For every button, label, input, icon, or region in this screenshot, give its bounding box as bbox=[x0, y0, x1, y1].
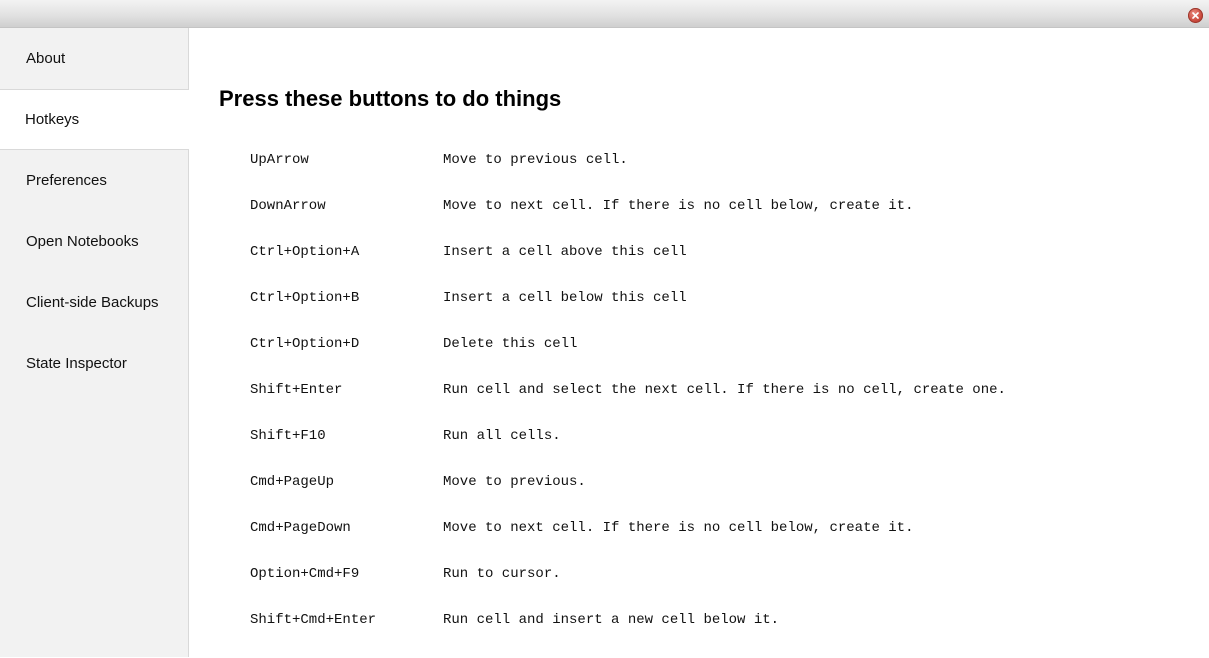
sidebar-item-preferences[interactable] bbox=[0, 150, 188, 211]
sidebar-item-state-inspector[interactable] bbox=[0, 333, 188, 394]
sidebar-item-label: Preferences bbox=[26, 172, 107, 189]
hotkey-description: Move to next cell. If there is no cell below, create it. bbox=[443, 198, 914, 214]
sidebar bbox=[0, 28, 189, 657]
hotkey-key: Ctrl+Option+B bbox=[250, 290, 360, 306]
close-icon bbox=[1192, 12, 1199, 19]
hotkey-description: Insert a cell above this cell bbox=[443, 244, 687, 260]
hotkey-description: Move to previous cell. bbox=[443, 152, 628, 168]
hotkey-row bbox=[250, 244, 1006, 290]
hotkey-description: Delete this cell bbox=[443, 336, 578, 352]
hotkey-description: Run to cursor. bbox=[443, 566, 561, 582]
hotkey-row bbox=[250, 382, 1006, 428]
hotkey-description: Move to previous. bbox=[443, 474, 586, 490]
hotkey-description: Insert a cell below this cell bbox=[443, 290, 687, 306]
sidebar-item-about[interactable] bbox=[0, 28, 188, 89]
hotkey-description: Run cell and select the next cell. If there is no cell, create one. bbox=[443, 382, 1006, 398]
hotkey-row bbox=[250, 290, 1006, 336]
hotkey-key: Ctrl+Option+D bbox=[250, 336, 360, 352]
page-title: Press these buttons to do things bbox=[219, 86, 562, 111]
hotkey-key: Cmd+PageUp bbox=[250, 474, 335, 490]
hotkey-row bbox=[250, 428, 1006, 474]
hotkey-key: DownArrow bbox=[250, 198, 326, 214]
sidebar-item-label: Hotkeys bbox=[25, 111, 80, 128]
hotkey-key: Cmd+PageDown bbox=[250, 520, 351, 536]
hotkey-description: Run cell and insert a new cell below it. bbox=[443, 612, 780, 628]
sidebar-item-label: About bbox=[26, 50, 66, 67]
hotkey-description: Move to next cell. If there is no cell below, create it. bbox=[443, 520, 914, 536]
sidebar-item-label: Client-side Backups bbox=[26, 294, 159, 311]
hotkey-row bbox=[250, 520, 1006, 566]
sidebar-item-client-side-backups[interactable] bbox=[0, 272, 188, 333]
main-panel bbox=[189, 28, 1209, 657]
hotkey-row bbox=[250, 474, 1006, 520]
hotkey-key: Shift+Enter bbox=[250, 382, 343, 398]
hotkey-list bbox=[250, 152, 1006, 658]
hotkey-key: Ctrl+Option+A bbox=[250, 244, 360, 260]
hotkey-row bbox=[250, 612, 1006, 658]
hotkey-row bbox=[250, 566, 1006, 612]
hotkey-key: UpArrow bbox=[250, 152, 309, 168]
hotkey-row bbox=[250, 198, 1006, 244]
hotkey-row bbox=[250, 152, 1006, 198]
hotkey-description: Run all cells. bbox=[443, 428, 561, 444]
hotkey-key: Option+Cmd+F9 bbox=[250, 566, 360, 582]
hotkey-row bbox=[250, 336, 1006, 382]
sidebar-item-open-notebooks[interactable] bbox=[0, 211, 188, 272]
sidebar-item-label: State Inspector bbox=[26, 355, 127, 372]
hotkey-key: Shift+F10 bbox=[250, 428, 326, 444]
sidebar-item-hotkeys[interactable] bbox=[0, 89, 189, 150]
close-button[interactable] bbox=[1188, 8, 1203, 23]
title-bar bbox=[0, 0, 1209, 28]
sidebar-item-label: Open Notebooks bbox=[26, 233, 139, 250]
hotkey-key: Shift+Cmd+Enter bbox=[250, 612, 377, 628]
